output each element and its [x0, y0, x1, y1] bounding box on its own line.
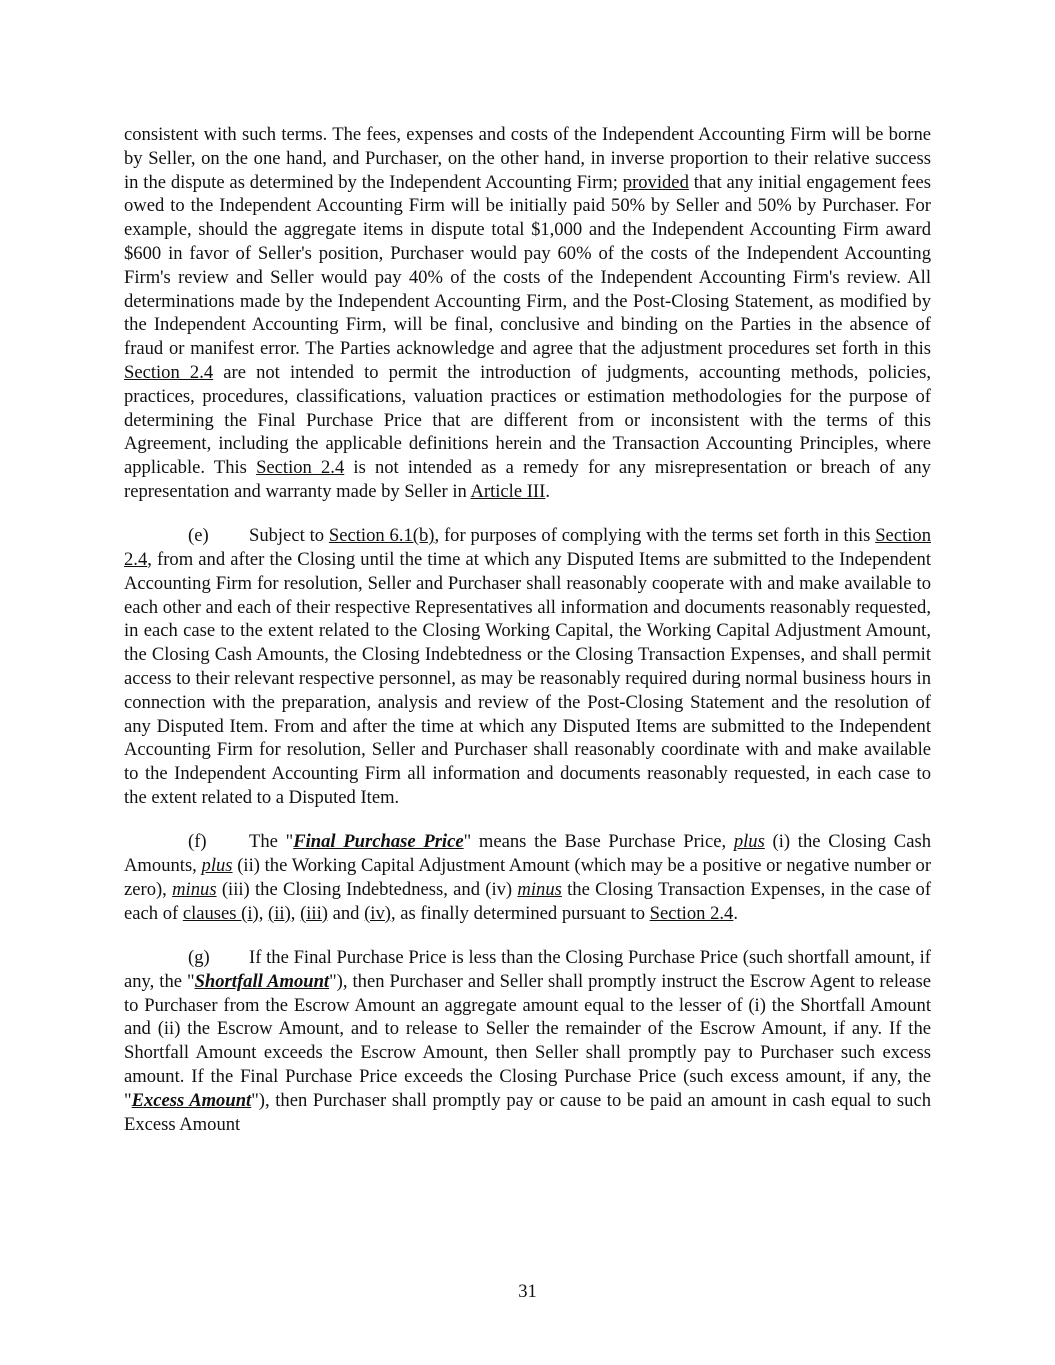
defined-term: Excess Amount: [131, 1089, 252, 1111]
paragraph-e: (e) Subject to Section 6.1(b), for purposes of complying with the terms set forth in this Section 2.4, from and after the Closing until the time at which any Disputed Items are submitted to the Independent Accounting Firm for resolution, Seller and Purchaser shall reasonably cooperate with and make available to each other and each of their respective Representatives all information and documents reasonably requested, in each case to the extent related to the Closing Working Capital, the Working Capital Adjustment Amount, the Closing Cash Amounts, the Closing Indebtedness or the Closing Transaction Expenses, and shall permit access to their relevant respective personnel, as may be reasonably required during normal business hours in connection with the preparation, analysis and review of the Post-Closing Statement and the resolution of any Disputed Item. From and after the time at which any Disputed Items are submitted to the Independent Accounting Firm for resolution, Seller and Purchaser shall reasonably coordinate with and make available to the Independent Accounting Firm all information and documents reasonably requested, in each case to the extent related to a Disputed Item.: [124, 525, 931, 809]
paragraph-f: (f) The "Final Purchase Price" means the Base Purchase Price, plus (i) the Closing Cash Amounts, plus (ii) the Working Capital Adjustment Amount (which may be a positive or negative number or zero), minus (iii) the Closing Indebtedness, and (iv) minus the Closing Transaction Expenses, in the case of each of clauses (i), (ii), (iii) and (iv), as finally determined pursuant to Section 2.4.: [124, 831, 932, 924]
section-reference: Section 2.4: [649, 902, 734, 924]
operator-term: minus: [172, 878, 217, 900]
paragraph-g: (g) If the Final Purchase Price is less than the Closing Purchase Price (such shortfall amount, if any, the "Shortfall Amount"), then Purchaser and Seller shall promptly instruct the Escrow Agent to release to Purchaser from the Escrow Amount an aggregate amount equal to the lesser of (i) the Shortfall Amount and (ii) the Escrow Amount, and to release to Seller the remainder of the Escrow Amount, if any. If the Shortfall Amount exceeds the Escrow Amount, then Seller shall promptly pay to Purchaser such excess amount. If the Final Purchase Price exceeds the Closing Purchase Price (such excess amount, if any, the "Excess Amount"), then Purchaser shall promptly pay or cause to be paid an amount in cash equal to such Excess Amount: [124, 947, 931, 1135]
section-reference: Section 6.1(b): [328, 525, 435, 547]
operator-term: plus: [733, 831, 765, 853]
clause-reference: (iii): [300, 902, 328, 924]
clause-reference: (iv): [364, 902, 391, 924]
clause-reference: clauses (i): [182, 902, 259, 924]
section-reference: Section 2.4: [124, 361, 214, 383]
clause-label: (g): [188, 947, 210, 968]
provided-term: provided: [622, 171, 689, 193]
clause-label: (f): [188, 831, 207, 853]
page-number: 31: [518, 1281, 537, 1302]
article-reference: Article III: [470, 480, 546, 502]
clause-label: (e): [188, 525, 209, 547]
section-reference: Section 2.4: [256, 457, 345, 479]
operator-term: plus: [201, 855, 233, 877]
clause-reference: (ii): [268, 902, 291, 924]
operator-term: minus: [517, 878, 562, 900]
paragraph-continuation: consistent with such terms. The fees, expenses and costs of the Independent Accounting Firm will be borne by Seller, on the one hand, and Purchaser, on the other hand, in inverse proportion to their relative success in the dispute as determined by the Independent Accounting Firm; provided that any initial engagement fees owed to the Independent Accounting Firm will be initially paid 50% by Seller and 50% by Purchaser. For example, should the aggregate items in dispute total $1,000 and the Independent Accounting Firm award $600 in favor of Seller's position, Purchaser would pay 60% of the costs of the Independent Accounting Firm's review and Seller would pay 40% of the costs of the Independent Accounting Firm's review. All determinations made by the Independent Accounting Firm, and the Post-Closing Statement, as modified by the Independent Accounting Firm, will be final, conclusive and binding on the Parties in the absence of fraud or manifest error. The Parties acknowledge and agree that the adjustment procedures set forth in this Section 2.4 are not intended to permit the introduction of judgments, accounting methods, policies, practices, procedures, classifications, valuation practices or estimation methodologies for the purpose of determining the Final Purchase Price that are different from or inconsistent with the terms of this Agreement, including the applicable definitions herein and the Transaction Accounting Principles, where applicable. This Section 2.4 is not intended as a remedy for any misrepresentation or breach of any representation and warranty made by Seller in Article III.: [124, 124, 931, 502]
section-reference: Section 2.4: [124, 525, 931, 571]
document-page: [124, 123, 931, 1136]
defined-term: Final Purchase Price: [293, 831, 464, 853]
defined-term: Shortfall Amount: [194, 970, 330, 992]
